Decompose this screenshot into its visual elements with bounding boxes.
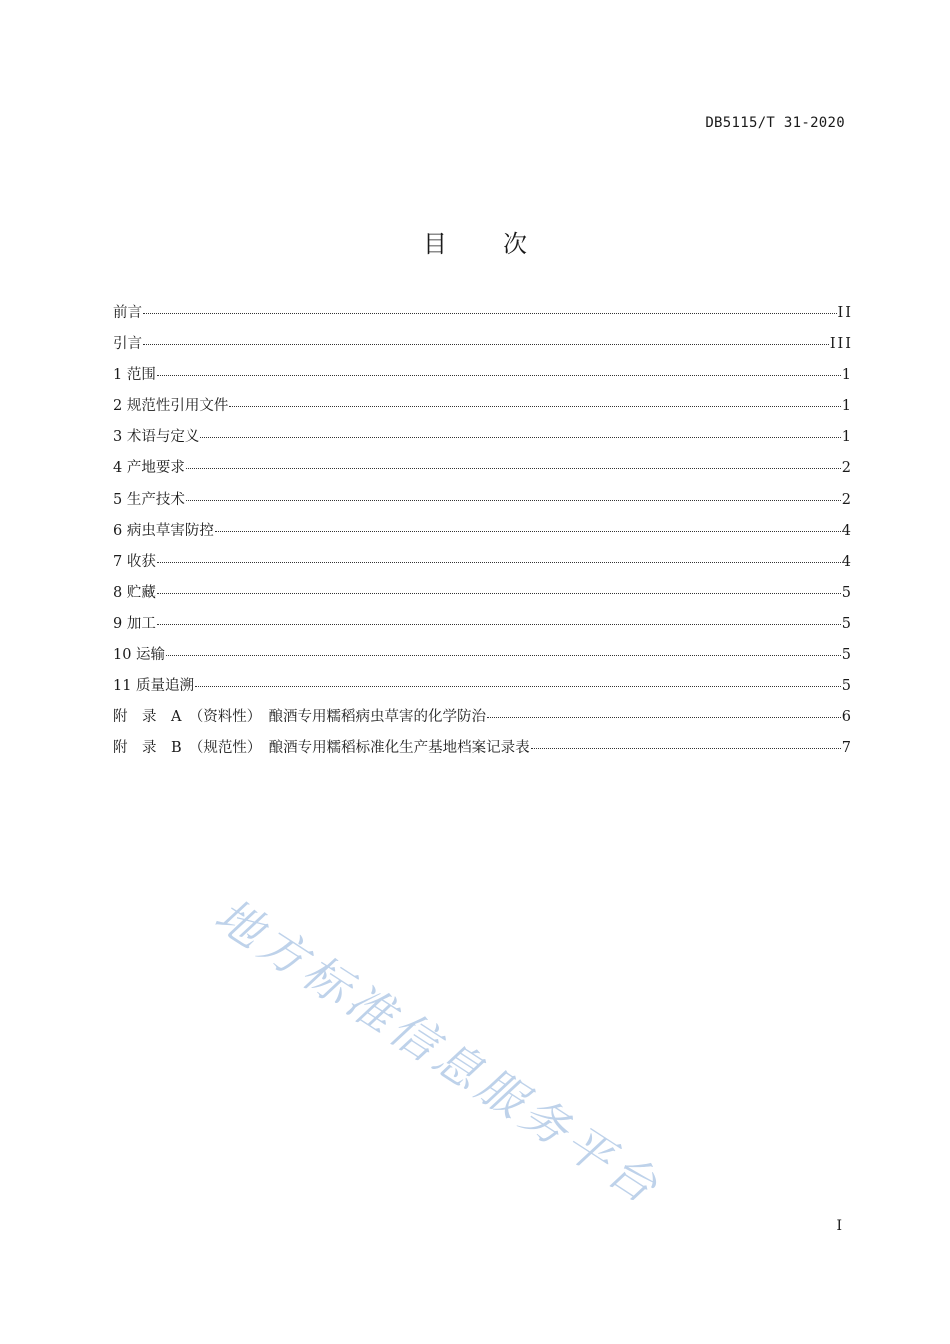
toc-entry-page: 7 — [841, 740, 853, 757]
toc-leader-dots — [166, 655, 841, 656]
toc-entry-page: 2 — [841, 460, 853, 477]
page-number: I — [836, 1218, 842, 1234]
toc-entry-storage[interactable] — [113, 581, 851, 612]
page-title — [0, 224, 950, 259]
toc-entry-page: 2 — [841, 491, 853, 508]
toc-leader-dots — [531, 748, 841, 749]
toc-entry-page: 5 — [841, 678, 853, 695]
toc-entry-origin-requirements[interactable] — [113, 456, 851, 487]
toc-entry-terms-definitions[interactable] — [113, 425, 851, 456]
document-code: DB5115/T 31-2020 — [705, 115, 845, 131]
toc-entry-appendix-b[interactable] — [113, 736, 851, 767]
toc-entry-page: 4 — [841, 553, 853, 570]
toc-entry-page: 4 — [841, 522, 853, 539]
toc-entry-scope[interactable] — [113, 363, 851, 394]
toc-entry-page: 5 — [841, 647, 853, 664]
toc-leader-dots — [143, 313, 837, 314]
toc-entry-label: 7 收获 — [113, 553, 156, 570]
toc-entry-label: 2 规范性引用文件 — [113, 398, 229, 415]
toc-entry-label: 6 病虫草害防控 — [113, 522, 214, 539]
toc-entry-page: II — [837, 305, 853, 321]
toc-leader-dots — [229, 406, 840, 407]
toc-entry-label: 10 运输 — [113, 647, 166, 664]
toc-entry-processing[interactable] — [113, 612, 851, 643]
toc-entry-label: 8 贮藏 — [113, 584, 156, 601]
toc-entry-page: 5 — [841, 584, 853, 601]
table-of-contents — [113, 301, 851, 767]
toc-leader-dots — [487, 717, 841, 718]
toc-leader-dots — [157, 624, 841, 625]
toc-entry-label: 附 录 B （规范性） 酿酒专用糯稻标准化生产基地档案记录表 — [113, 740, 530, 757]
toc-entry-label: 4 产地要求 — [113, 460, 185, 477]
toc-entry-production-technology[interactable] — [113, 488, 851, 519]
toc-entry-label: 附 录 A （资料性） 酿酒专用糯稻病虫草害的化学防治 — [113, 709, 486, 726]
toc-entry-label: 引言 — [113, 336, 142, 353]
toc-leader-dots — [215, 531, 841, 532]
toc-entry-traceability[interactable] — [113, 674, 851, 705]
toc-entry-pest-control[interactable] — [113, 519, 851, 550]
toc-leader-dots — [186, 500, 841, 501]
title-char-1: 目 — [423, 230, 447, 258]
watermark: 地方标准信息服务平台 — [205, 887, 672, 1217]
toc-leader-dots — [157, 375, 841, 376]
toc-entry-label: 9 加工 — [113, 615, 156, 632]
toc-entry-label: 1 范围 — [113, 367, 156, 384]
toc-leader-dots — [157, 562, 841, 563]
toc-entry-appendix-a[interactable] — [113, 705, 851, 736]
toc-entry-foreword[interactable] — [113, 301, 851, 332]
toc-entry-page: 5 — [841, 615, 853, 632]
toc-leader-dots — [195, 686, 841, 687]
toc-entry-page: 1 — [841, 367, 853, 384]
toc-entry-transport[interactable] — [113, 643, 851, 674]
title-char-2: 次 — [503, 230, 527, 258]
toc-entry-label: 11 质量追溯 — [113, 678, 195, 695]
toc-entry-label: 3 术语与定义 — [113, 429, 200, 446]
toc-entry-page: 6 — [841, 709, 853, 726]
toc-leader-dots — [186, 468, 841, 469]
toc-leader-dots — [200, 437, 840, 438]
toc-entry-page: 1 — [841, 398, 853, 415]
toc-entry-introduction[interactable] — [113, 332, 851, 363]
toc-entry-label: 前言 — [113, 305, 142, 321]
toc-entry-page: 1 — [841, 429, 853, 446]
toc-entry-page: III — [829, 336, 853, 353]
toc-entry-harvest[interactable] — [113, 550, 851, 581]
toc-entry-label: 5 生产技术 — [113, 491, 185, 508]
toc-leader-dots — [143, 344, 829, 345]
toc-leader-dots — [157, 593, 841, 594]
toc-entry-normative-references[interactable] — [113, 394, 851, 425]
